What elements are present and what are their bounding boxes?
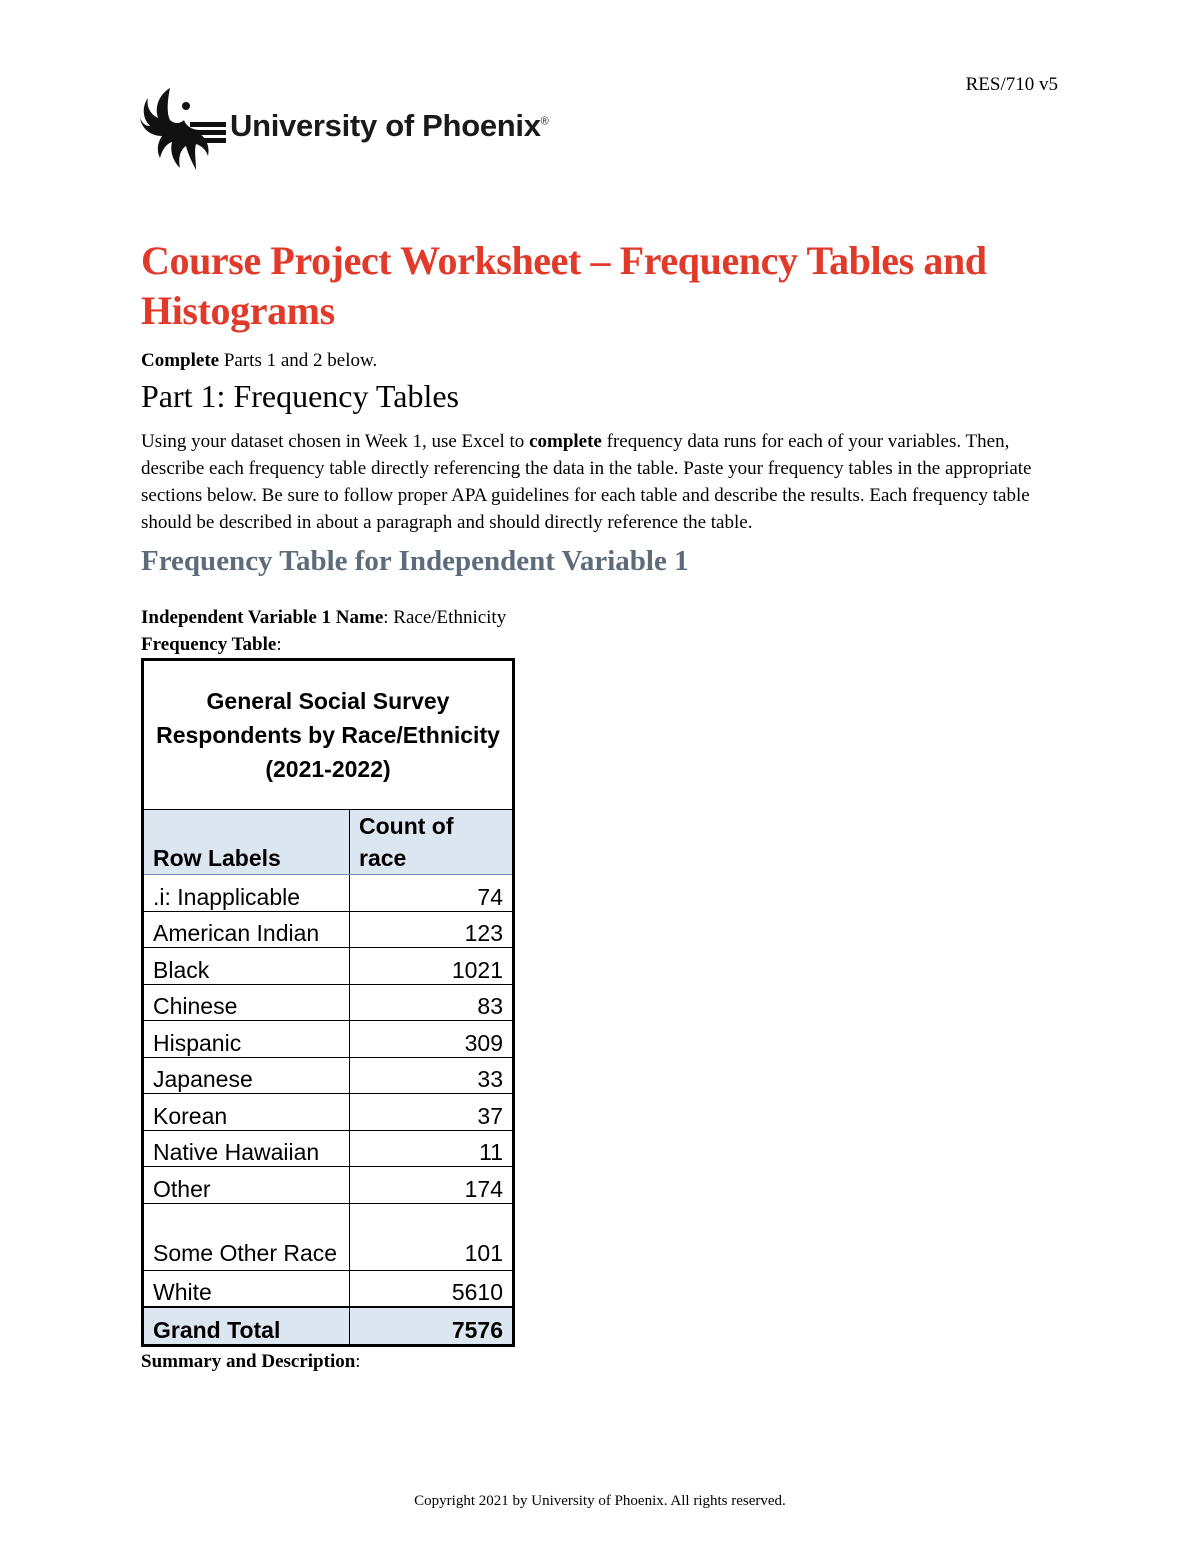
section-heading-iv1: Frequency Table for Independent Variable 1 (141, 545, 689, 577)
part1-instructions: Using your dataset chosen in Week 1, use Excel to complete frequency data runs for each of your variables. Then, describe each frequency table directly referencing the data in the table. Paste your frequency tables in the appropriate sections below. Be sure to follow proper APA guidelines for each table and describe the results. Each frequency table should be described in about a paragraph and should directly reference the table. (141, 431, 1032, 533)
table-title: General Social Survey Respondents by Race/Ethnicity (2021-2022) (143, 660, 514, 810)
university-logo (140, 84, 548, 178)
table-row: Korean 37 (143, 1094, 514, 1131)
course-code: RES/710 v5 (965, 74, 1058, 95)
table-row: .i: Inapplicable 74 (143, 875, 514, 912)
university-name: University of Phoenix® (230, 108, 549, 143)
table-row: Chinese 83 (143, 984, 514, 1021)
table-row: American Indian 123 (143, 911, 514, 948)
variable-name-line: Independent Variable 1 Name: Race/Ethnicity (141, 607, 507, 628)
frequency-table (141, 658, 515, 1347)
copyright-footer: Copyright 2021 by University of Phoenix. All rights reserved. (414, 1493, 786, 1509)
table-row: Other 174 (143, 1167, 514, 1204)
table-row: Hispanic 309 (143, 1021, 514, 1058)
table-row: Some Other Race 101 (143, 1203, 514, 1270)
instruction: Complete Parts 1 and 2 below. (141, 350, 378, 371)
grand-total-row: Grand Total 7576 (143, 1307, 514, 1345)
table-row: White 5610 (143, 1270, 514, 1307)
summary-label: Summary and Description: (141, 1350, 361, 1372)
page-title: Course Project Worksheet – Frequency Tables and Histograms (141, 238, 987, 333)
phoenix-bird-icon (140, 84, 228, 178)
column-header-row-labels: Row Labels (143, 810, 350, 875)
part1-heading: Part 1: Frequency Tables (141, 378, 459, 414)
table-row: Black 1021 (143, 948, 514, 985)
table-row: Native Hawaiian 11 (143, 1130, 514, 1167)
column-header-count: Count of race (350, 810, 514, 875)
frequency-table-label: Frequency Table: (141, 634, 282, 655)
table-row: Japanese 33 (143, 1057, 514, 1094)
